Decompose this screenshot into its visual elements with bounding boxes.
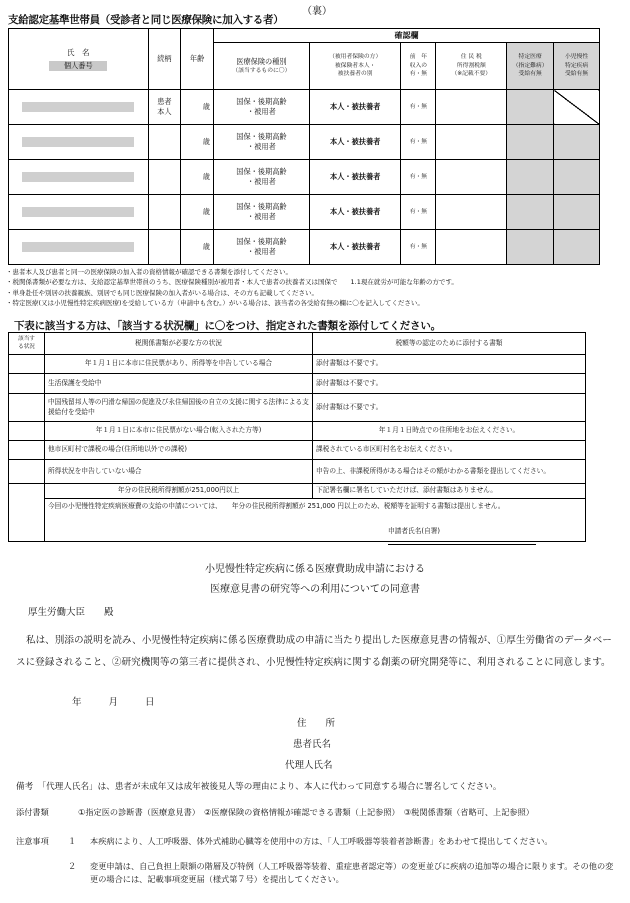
id-number-header: 個人番号 [49, 61, 107, 71]
income-cell[interactable]: 有・無 [401, 160, 436, 195]
table-row [9, 125, 600, 160]
insurance-type-cell[interactable]: 国保・後期高齢 ・被用者 [213, 125, 309, 160]
cautions-label: 注意事項 [16, 836, 49, 846]
col-child-chronic-header: 小児慢性 特定疾病 受給有無 [554, 43, 600, 90]
note-item: ・単身赴任や別居の扶養親族、別居でも同じ医療保険の加入者がいる場合は、その方も記載してください。 [6, 288, 318, 297]
child-chronic-cell[interactable] [554, 230, 600, 265]
name-cell[interactable] [9, 230, 149, 265]
income-cell[interactable]: 有・無 [401, 90, 436, 125]
col-tax-header: 住 民 税 所得割税額 （※記載不要） [436, 43, 507, 90]
household-notes [6, 267, 626, 308]
income-consent-text: 今回の小児慢性特定疾病医療費の支給の申請については、 年分の住民税所得割額が 251,000 円以上のため、税額等を証明する書類は提出しません。 申請者氏名(自署) [45, 499, 586, 542]
situation-cell: 他市区町村で課税の場合(住所地以外での課税) [45, 441, 313, 460]
consent-title-line-1: 小児慢性特定疾病に係る医療費助成申請における [205, 564, 425, 575]
tax-cell [436, 230, 507, 265]
attachments-label: 添付書類 [16, 807, 49, 817]
patient-name-field[interactable]: 患者氏名 [293, 739, 332, 750]
tax-cell [436, 195, 507, 230]
col-insured-header: （被用者保険の方） 被保険者本人・ 被扶養者の別 [309, 43, 401, 90]
table-row [9, 374, 586, 394]
document-cell: 添付書類は不要です。 [313, 394, 586, 422]
tax-cell [436, 160, 507, 195]
document-cell: 申告の上、非課税所得がある場合はその額がわかる書類を提出してください。 [313, 460, 586, 484]
age-cell[interactable]: 歳 [181, 160, 214, 195]
relation-cell[interactable]: 患者 本人 [148, 90, 181, 125]
child-chronic-cell[interactable] [554, 125, 600, 160]
situation-cell: 生活保護を受給中 [45, 374, 313, 394]
age-cell[interactable]: 歳 [181, 125, 214, 160]
col-insurance-header: 医療保険の種別 （該当するものに〇） [213, 43, 309, 90]
note-item: ・患者本人及び患者と同一の医療保険の加入者の資格情報が確認できる書類を添付してください。 [6, 268, 292, 276]
insured-class-cell[interactable]: 本人・被扶養者 [309, 160, 401, 195]
tax-documents-table [8, 332, 586, 542]
relation-cell[interactable] [148, 195, 181, 230]
tax-cell [436, 90, 507, 125]
specific-disease-cell[interactable] [507, 195, 554, 230]
applicable-checkbox[interactable] [9, 484, 45, 542]
relation-cell[interactable] [148, 160, 181, 195]
note-item: ・税関係書類が必要な方は、支給認定基準世帯員のうち、医療保険種別が被用者・本人で患者の扶養者又は国保で 1.1現在就労が可能な年齢の方です。 [6, 278, 458, 287]
col-relation-header: 続柄 [148, 29, 181, 90]
proxy-name-field[interactable]: 代理人氏名 [285, 760, 333, 771]
address-field[interactable]: 住 所 [297, 718, 336, 729]
consent-body: 私は、別添の説明を読み、小児慢性特定疾病に係る医療費助成の申請に当たり提出した医療意見書の情報が、①厚生労働省のデータベースに登録されること、②研究機関等の第三者に提供され、小児慢性特定疾病に関する創薬の研究開発等に、利用されることに同意します。 [16, 635, 612, 668]
consent-remark: 備考 「代理人氏名」は、患者が未成年又は成年被後見人等の理由により、本人に代わって同意する場合に署名してください。 [16, 782, 502, 792]
id-number-field[interactable] [22, 242, 134, 252]
confirm-header: 確認欄 [213, 29, 599, 43]
insurance-type-cell[interactable]: 国保・後期高齢 ・被用者 [213, 195, 309, 230]
child-chronic-cell[interactable] [554, 195, 600, 230]
insurance-type-cell[interactable]: 国保・後期高齢 ・被用者 [213, 90, 309, 125]
child-chronic-disabled-cell [554, 90, 600, 125]
table-row [9, 394, 586, 422]
name-cell[interactable] [9, 90, 149, 125]
income-cell[interactable]: 有・無 [401, 195, 436, 230]
applicable-checkbox[interactable] [9, 441, 45, 460]
tax-cell [436, 125, 507, 160]
applicable-checkbox[interactable] [9, 355, 45, 374]
sheet-side-label: （裏） [302, 6, 332, 17]
attachments-text: ①指定医の診断書（医療意見書） ②医療保険の資格情報が確認できる書類（上記参照） ③税関係書類（省略可、上記参照） [78, 807, 534, 817]
relation-cell[interactable] [148, 125, 181, 160]
situation-cell: 所得状況を申告していない場合 [45, 460, 313, 484]
insured-class-cell[interactable]: 本人・被扶養者 [309, 125, 401, 160]
insured-class-cell[interactable]: 本人・被扶養者 [309, 90, 401, 125]
name-cell[interactable] [9, 160, 149, 195]
col-income-header: 前 年 収入の 有・無 [401, 43, 436, 90]
income-consent-row [9, 499, 586, 542]
applicable-checkbox[interactable] [9, 460, 45, 484]
insured-class-cell[interactable]: 本人・被扶養者 [309, 230, 401, 265]
applicable-checkbox[interactable] [9, 394, 45, 422]
table-row [9, 422, 586, 441]
situation-cell: 年１月１日に本市に住民票があり、所得等を申告している場合 [45, 355, 313, 374]
household-table [8, 28, 600, 265]
specific-disease-cell[interactable] [507, 230, 554, 265]
table-row [9, 90, 600, 125]
documents-header: 税額等の認定のために添付する書類 [313, 333, 586, 355]
table-row [9, 355, 586, 374]
name-cell[interactable] [9, 195, 149, 230]
specific-disease-cell[interactable] [507, 160, 554, 195]
name-cell[interactable] [9, 125, 149, 160]
insured-class-cell[interactable]: 本人・被扶養者 [309, 195, 401, 230]
document-cell: 下記署名欄に署名していただけば、添付書類はありません。 [313, 484, 586, 499]
col-age-header: 年齢 [181, 29, 214, 90]
applicable-header: 該当す る状況 [9, 333, 45, 355]
income-cell[interactable]: 有・無 [401, 125, 436, 160]
id-number-field[interactable] [22, 137, 134, 147]
age-cell[interactable]: 歳 [181, 230, 214, 265]
id-number-field[interactable] [22, 207, 134, 217]
age-cell[interactable]: 歳 [181, 195, 214, 230]
applicant-signature-field[interactable] [388, 536, 536, 545]
addressee: 厚生労働大臣 殿 [28, 607, 114, 618]
table-row [9, 195, 600, 230]
document-cell: 添付書類は不要です。 [313, 374, 586, 394]
id-number-field[interactable] [22, 102, 134, 112]
tax-instruction: 下表に該当する方は、「該当する状況欄」に〇をつけ、指定された書類を添付してください。 [14, 320, 441, 332]
situation-cell: 中国残留邦人等の円滑な帰国の促進及び永住帰国後の自立の支援に関する法律による支援給付を受給中 [45, 394, 313, 422]
document-cell: 課税されている市区町村名をお伝えください。 [313, 441, 586, 460]
child-chronic-cell[interactable] [554, 160, 600, 195]
specific-disease-cell[interactable] [507, 125, 554, 160]
col-specific-disease-header: 特定医療 （指定難病） 受給有無 [507, 43, 554, 90]
table-row [9, 160, 600, 195]
applicable-checkbox[interactable] [9, 422, 45, 441]
signature-block [285, 713, 335, 776]
id-number-field[interactable] [22, 172, 134, 182]
situation-header: 税関係書類が必要な方の状況 [45, 333, 313, 355]
date-field[interactable]: 年 月 日 [72, 697, 155, 708]
situation-cell: 年１月１日に本市に住民票がない場合(転入された方等) [45, 422, 313, 441]
applicable-checkbox[interactable] [9, 374, 45, 394]
col-name-header: 氏 名 個人番号 [9, 29, 149, 90]
table-row [9, 484, 586, 499]
income-cell[interactable]: 有・無 [401, 230, 436, 265]
document-cell: 年１月１日時点での住所地をお伝えください。 [313, 422, 586, 441]
table-row [9, 460, 586, 484]
consent-title-line-2: 医療意見書の研究等への利用についての同意書 [210, 584, 420, 595]
table-row [9, 230, 600, 265]
document-cell: 添付書類は不要です。 [313, 355, 586, 374]
applicant-label: 申請者氏名(自署) [388, 527, 441, 535]
relation-cell[interactable] [148, 230, 181, 265]
specific-disease-cell[interactable] [507, 90, 554, 125]
section-title: 支給認定基準世帯員（受診者と同じ医療保険に加入する者） [8, 14, 284, 26]
note-item: ・特定医療(又は小児慢性特定疾病医療)を受給している方（申請中も含む。）がいる場合は、該当者の各受給有無の欄に〇を記入してください。 [6, 298, 424, 307]
age-cell[interactable]: 歳 [181, 90, 214, 125]
table-row [9, 441, 586, 460]
situation-cell: 年分の住民税所得割額が251,000円以上 [45, 484, 313, 499]
insurance-type-cell[interactable]: 国保・後期高齢 ・被用者 [213, 230, 309, 265]
insurance-type-cell[interactable]: 国保・後期高齢 ・被用者 [213, 160, 309, 195]
